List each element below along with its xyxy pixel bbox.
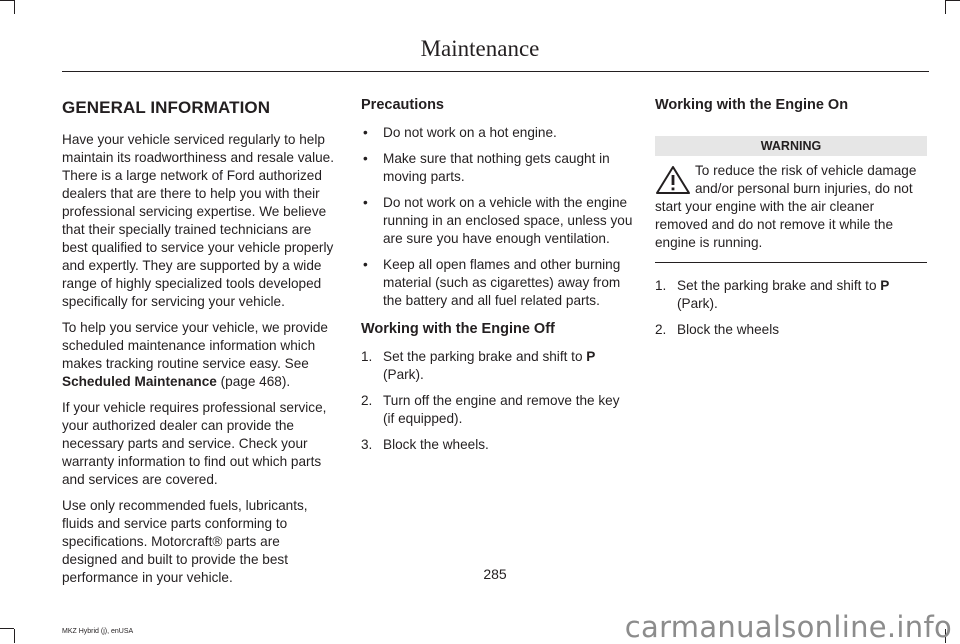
bullet: • [363, 125, 368, 140]
warning-divider [655, 262, 927, 263]
list-item-text: Do not work on a vehicle with the engine running in an enclosed space, unless you are sure you have enough ventilation. [383, 195, 633, 246]
crop-mark [945, 0, 946, 14]
bullet: • [363, 195, 368, 210]
engine-off-steps [361, 348, 633, 454]
step-text: (Park). [383, 367, 424, 382]
cross-reference-link[interactable]: Scheduled Maintenance [62, 374, 217, 389]
list-item [655, 321, 927, 339]
list-item-text: Make sure that nothing gets caught in moving parts. [383, 151, 610, 184]
precautions-list [361, 124, 633, 310]
list-item [655, 277, 927, 313]
crop-mark [0, 0, 14, 1]
header-divider [62, 71, 929, 72]
page-number: 285 [483, 566, 507, 582]
list-item-text: Keep all open flames and other burning material (such as cigarettes) away from the battery and all fuel related parts. [383, 257, 621, 308]
document-id: MKZ Hybrid (j), enUSA [62, 628, 134, 635]
step-number: 1. [361, 349, 373, 364]
column-precautions [361, 96, 633, 462]
list-item [361, 392, 633, 428]
list-item-text: Do not work on a hot engine. [383, 125, 557, 140]
gear-position: P [586, 349, 596, 364]
subsection-heading: Working with the Engine Off [361, 321, 555, 337]
subsection-heading: Precautions [361, 97, 444, 113]
step-number: 1. [655, 278, 667, 293]
paragraph [62, 319, 338, 391]
step-text: Block the wheels [677, 322, 780, 337]
bullet: • [363, 151, 368, 166]
bullet: • [363, 257, 368, 272]
step-text: Turn off the engine and remove the key (if equipped). [383, 393, 620, 426]
step-text: Block the wheels. [383, 437, 489, 452]
watermark: carmanualsonline.info [624, 610, 952, 644]
step-number: 2. [361, 393, 373, 408]
list-item [361, 194, 633, 248]
page-reference: (page 468). [216, 374, 291, 389]
paragraph: Have your vehicle serviced regularly to help maintain its roadworthiness and resale value. There is a large network of Ford authorized dealers that are there to help you with their professional servicing expertise. We believe that their specially trained technicians are best qualified to service your vehicle properly and expertly. They are supported by a wide range of highly specialized tools developed specifically for servicing your vehicle. [62, 132, 335, 309]
list-item [361, 256, 633, 310]
paragraph-text: To help you service your vehicle, we provide scheduled maintenance information which makes tracking routine service easy. See [62, 320, 328, 371]
engine-on-steps [655, 277, 927, 339]
page-title: Maintenance [420, 36, 540, 61]
crop-mark [14, 629, 15, 643]
section-heading: GENERAL INFORMATION [62, 98, 271, 117]
crop-mark [946, 0, 960, 1]
warning-label: WARNING [655, 136, 927, 156]
gear-position: P [880, 278, 890, 293]
step-text: (Park). [677, 296, 718, 311]
column-general-information [62, 96, 338, 595]
column-engine-on [655, 96, 927, 347]
warning-text: To reduce the risk of vehicle damage and/or personal burn injuries, do not start your engine with the air cleaner removed and do not remove it while the engine is running. [655, 163, 917, 250]
list-item [361, 150, 633, 186]
warning-box [655, 162, 927, 252]
step-number: 2. [655, 322, 667, 337]
crop-mark [0, 628, 14, 629]
warning-triangle-icon [655, 165, 691, 195]
list-item [361, 436, 633, 454]
list-item [361, 124, 633, 142]
list-item [361, 348, 633, 384]
crop-mark [14, 0, 15, 14]
paragraph: Use only recommended fuels, lubricants, fluids and service parts conforming to specifications. Motorcraft® parts are designed and built to provide the best performance in your vehicle. [62, 498, 308, 585]
step-number: 3. [361, 437, 373, 452]
step-text: Set the parking brake and shift to [383, 349, 587, 364]
paragraph: If your vehicle requires professional service, your authorized dealer can provide the necessary parts and service. Check your warranty information to find out which parts and services are covered. [62, 400, 327, 487]
subsection-heading: Working with the Engine On [655, 97, 849, 113]
step-text: Set the parking brake and shift to [677, 278, 881, 293]
